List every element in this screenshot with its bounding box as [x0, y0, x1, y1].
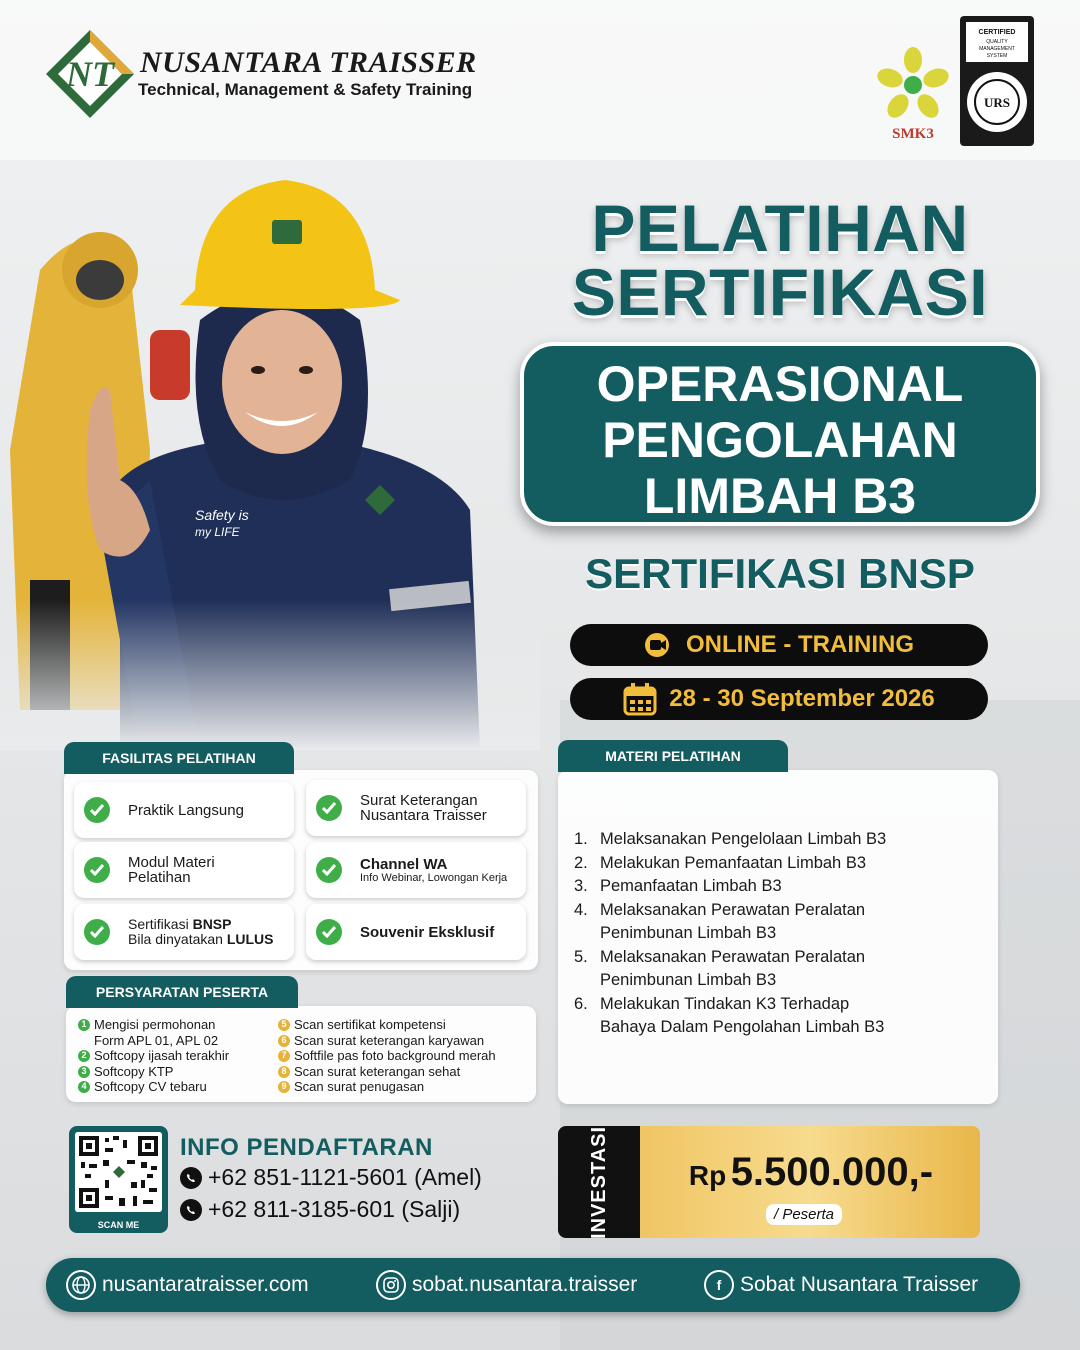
topic-line: PENGOLAHAN [602, 412, 958, 468]
globe-icon [66, 1270, 96, 1300]
trainee-illustration [0, 150, 540, 750]
price-unit: / Peserta [766, 1204, 842, 1225]
list-item: 3. Pemanfaatan Limbah B3 [574, 877, 782, 895]
curriculum-list [574, 828, 974, 1040]
svg-text:CERTIFIED: CERTIFIED [978, 29, 1016, 36]
investment-label: INVESTASI [588, 1125, 611, 1239]
list-item: 4 Softcopy CV tebaru [78, 1079, 229, 1095]
check-icon [84, 857, 110, 883]
svg-text:MANAGEMENT: MANAGEMENT [979, 46, 1015, 52]
list-item: 7 Softfile pas foto background merah [278, 1048, 496, 1064]
list-item: 3 Softcopy KTP [78, 1064, 229, 1080]
curriculum-tab: MATERI PELATIHAN [558, 740, 788, 772]
phone-contact[interactable]: +62 811-3185-601 (Salji) [180, 1196, 460, 1223]
qr-label: SCAN ME [97, 1220, 140, 1230]
svg-text:SYSTEM: SYSTEM [986, 53, 1008, 59]
list-item: 1 Mengisi permohonan Form APL 01, APL 02 [78, 1017, 229, 1048]
brand-tagline: Technical, Management & Safety Training [138, 80, 473, 99]
facility-item: Modul Materi Pelatihan [74, 842, 294, 898]
phone-contact[interactable]: +62 851-1121-5601 (Amel) [180, 1164, 482, 1191]
svg-text:URS: URS [983, 95, 1011, 110]
brand-name: NUSANTARA TRAISSER [140, 46, 477, 79]
training-topic-box [520, 342, 1040, 526]
list-item: 5 Scan sertifikat kompetensi [278, 1017, 496, 1033]
qr-code-icon [75, 1132, 162, 1212]
facility-item: Praktik Langsung [74, 782, 294, 838]
list-item: 5. Melaksanakan Perawatan Peralatan Penimbunan Limbah B3 [574, 947, 866, 989]
price-amount: Rp 5.500.000,- [688, 1150, 934, 1194]
facility-item: Sertifikasi BNSP Bila dinyatakan LULUS [74, 904, 294, 960]
brand-logo-icon [44, 28, 136, 120]
check-icon [316, 795, 342, 821]
video-camera-icon [644, 632, 674, 658]
facilities-tab: FASILITAS PELATIHAN [64, 742, 294, 774]
registration-title: INFO PENDAFTARAN [180, 1134, 433, 1161]
svg-text:NT: NT [66, 54, 114, 94]
calendar-icon [623, 682, 657, 716]
list-item: 2. Melakukan Pemanfaatan Limbah B3 [574, 853, 866, 872]
quality-certification-badge-icon [960, 16, 1034, 146]
check-icon [316, 857, 342, 883]
smk3-badge-icon [872, 44, 954, 144]
website-link[interactable]: nusantaratraisser.com [66, 1270, 309, 1300]
instagram-icon [376, 1270, 406, 1300]
page-title: PELATIHAN SERTIFIKASI [571, 191, 989, 329]
training-mode-badge: ONLINE - TRAINING [570, 624, 988, 666]
list-item: 8 Scan surat keterangan sehat [278, 1064, 496, 1080]
list-item: 4. Melaksanakan Perawatan Peralatan Penimbunan Limbah B3 [574, 900, 866, 942]
requirements-tab: PERSYARATAN PESERTA [66, 976, 298, 1008]
certification-type: SERTIFIKASI BNSP [585, 550, 975, 597]
topic-line: LIMBAH B3 [643, 468, 917, 524]
check-icon [316, 919, 342, 945]
whatsapp-icon [180, 1167, 202, 1189]
svg-text:QUALITY: QUALITY [986, 39, 1008, 45]
facebook-link[interactable]: f Sobat Nusantara Traisser [704, 1270, 978, 1300]
list-item: 2 Softcopy ijasah terakhir [78, 1048, 229, 1064]
requirements-list-left [78, 1017, 229, 1095]
qr-code-card[interactable] [69, 1126, 168, 1233]
facility-item: Channel WA Info Webinar, Lowongan Kerja [306, 842, 526, 898]
list-item: 6. Melakukan Tindakan K3 Terhadap Bahaya Dalam Pengolahan Limbah B3 [574, 994, 885, 1036]
topic-line: OPERASIONAL [596, 356, 964, 412]
training-date-badge: 28 - 30 September 2026 [570, 678, 988, 720]
instagram-link[interactable]: sobat.nusantara.traisser [376, 1270, 637, 1300]
facility-item: Surat Keterangan Nusantara Traisser [306, 780, 526, 836]
facility-item: Souvenir Eksklusif [306, 904, 526, 960]
requirements-list-right [278, 1017, 496, 1095]
list-item: 6 Scan surat keterangan karyawan [278, 1033, 496, 1049]
list-item: 1. Melaksanakan Pengelolaan Limbah B3 [574, 830, 887, 848]
list-item: 9 Scan surat penugasan [278, 1079, 496, 1095]
whatsapp-icon [180, 1199, 202, 1221]
check-icon [84, 797, 110, 823]
check-icon [84, 919, 110, 945]
svg-text:SMK3: SMK3 [892, 126, 934, 142]
facebook-icon: f [704, 1270, 734, 1300]
